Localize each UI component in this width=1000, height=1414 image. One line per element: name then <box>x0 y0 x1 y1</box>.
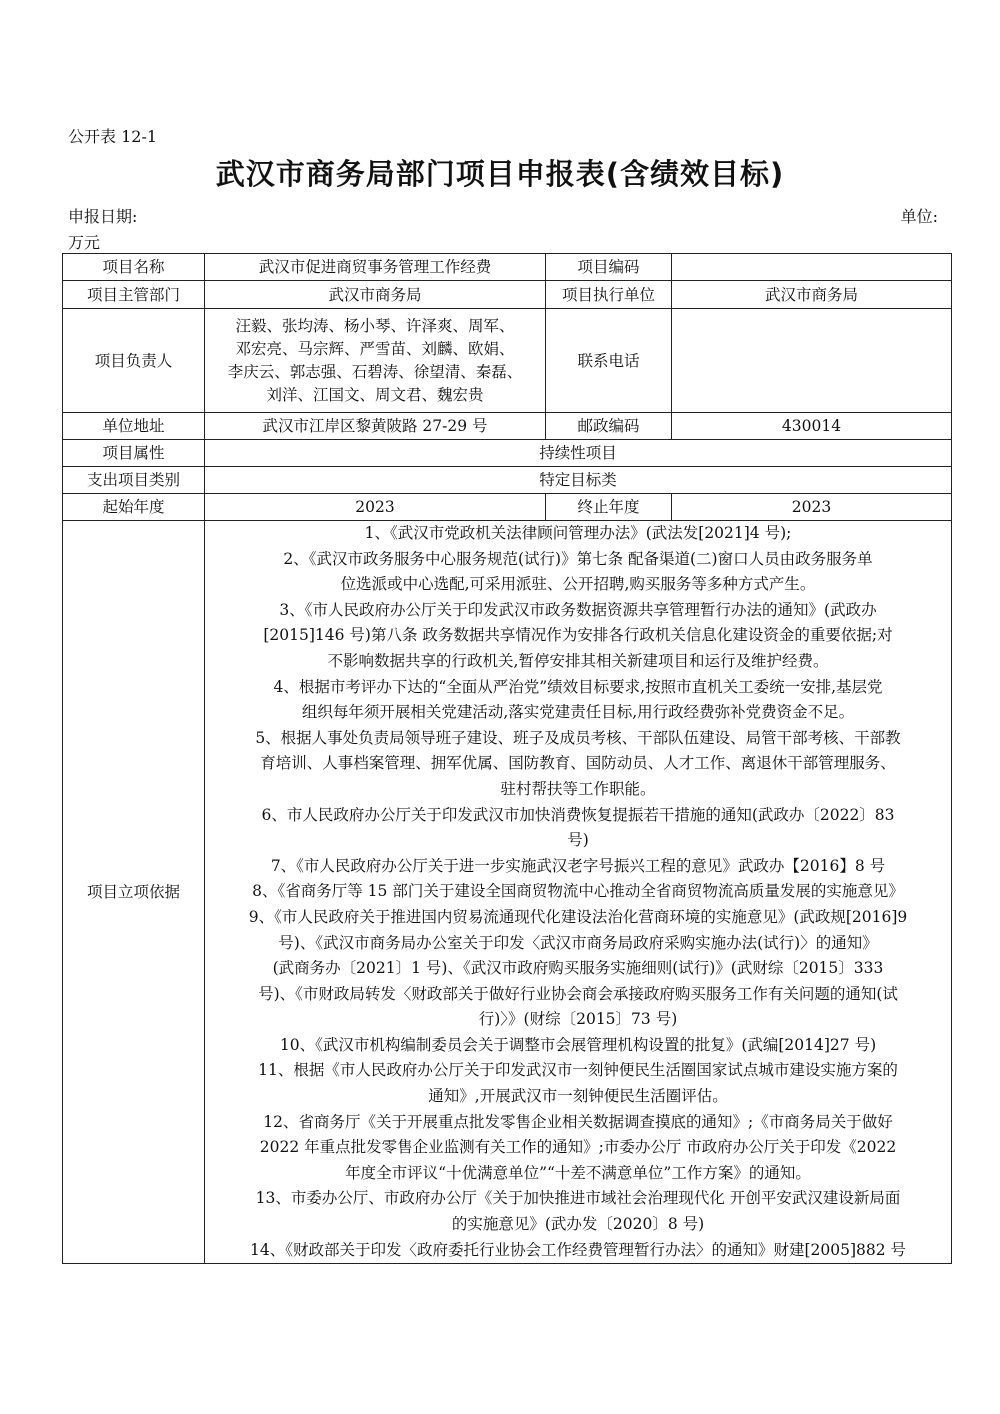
basis-line: 1、《武汉市党政机关法律顾问管理办法》(武法发[2021]4 号); <box>364 524 792 542</box>
table-row <box>63 494 952 521</box>
postcode-value: 430014 <box>672 413 952 440</box>
owner-label: 项目负责人 <box>63 309 205 413</box>
basis-line: 5、根据人事处负责局领导班子建设、班子及成员考核、干部队伍建设、局管干部考核、干部教 <box>255 728 901 747</box>
basis-line: 10、《武汉市机构编制委员会关于调整市会展管理机构设置的批复》(武编[2014]27 号) <box>279 1035 877 1054</box>
category-label: 支出项目类别 <box>63 467 205 494</box>
exec-unit-label: 项目执行单位 <box>546 281 672 309</box>
dept-value: 武汉市商务局 <box>205 281 546 309</box>
basis-line: 3、《市人民政府办公厅关于印发武汉市政务数据资源共享管理暂行办法的通知》(武政办 <box>279 600 877 619</box>
basis-line: 7、《市人民政府办公厅关于进一步实施武汉老字号振兴工程的意见》武政办【2016】8 号 <box>270 856 886 875</box>
unit-label: 单位: <box>900 207 938 226</box>
end-year-value: 2023 <box>672 494 952 521</box>
exec-unit-value: 武汉市商务局 <box>672 281 952 309</box>
basis-line: 驻村帮扶等工作职能。 <box>500 779 656 798</box>
table-row <box>63 254 952 281</box>
project-name-label: 项目名称 <box>63 254 205 281</box>
apply-date-label: 申报日期: <box>68 207 138 226</box>
table-row <box>63 413 952 440</box>
attr-value: 持续性项目 <box>205 440 952 467</box>
project-code-value <box>672 254 952 281</box>
basis-line: 14、《财政部关于印发〈政府委托行业协会工作经费管理暂行办法〉的通知》财建[2005]882 号 <box>249 1240 907 1259</box>
basis-content <box>205 521 952 1264</box>
start-year-label: 起始年度 <box>63 494 205 521</box>
dept-label: 项目主管部门 <box>63 281 205 309</box>
basis-line: 2、《武汉市政务服务中心服务规范(试行)》第七条 配备渠道(二)窗口人员由政务服务单 <box>283 549 873 568</box>
basis-line: 9、《市人民政府关于推进国内贸易流通现代化建设法治化营商环境的实施意见》(武政规[2016]9 <box>248 907 908 926</box>
project-form-table <box>62 253 952 1264</box>
owner-line: 汪毅、张均涛、杨小琴、许泽爽、周军、 <box>235 316 515 335</box>
basis-line: 年度全市评议“十优满意单位”“十差不满意单位”工作方案》的通知。 <box>345 1163 811 1182</box>
table-number: 公开表 12-1 <box>68 127 158 146</box>
table-row <box>63 467 952 494</box>
basis-line: 通知》,开展武汉市一刻钟便民生活圈评估。 <box>428 1087 728 1106</box>
basis-line: 12、省商务厅《关于开展重点批发零售企业相关数据调查摸底的通知》;《市商务局关于做好 <box>263 1112 893 1131</box>
owner-line: 邓宏亮、马宗辉、严雪苗、刘麟、欧娟、 <box>235 339 515 358</box>
basis-line: 号)、《武汉市商务局办公室关于印发〈武汉市商务局政府采购实施办法(试行)〉的通知》 <box>278 933 878 952</box>
address-label: 单位地址 <box>63 413 205 440</box>
basis-line: 8、《省商务厅等 15 部门关于建设全国商贸物流中心推动全省商贸物流高质量发展的实施意见》 <box>252 882 904 901</box>
table-row <box>63 440 952 467</box>
basis-line: (武商务办〔2021〕1 号)、《武汉市政府购买服务实施细则(试行)》(武财综〔2015〕333 <box>272 959 884 978</box>
basis-line: 号) <box>567 831 589 850</box>
project-name-value: 武汉市促进商贸事务管理工作经费 <box>205 254 546 281</box>
basis-line: 4、根据市考评办下达的“全面从严治党”绩效目标要求,按照市直机关工委统一安排,基层党 <box>273 677 883 696</box>
basis-line: 不影响数据共享的行政机关,暂停安排其相关新建项目和运行及维护经费。 <box>327 651 829 670</box>
project-code-label: 项目编码 <box>546 254 672 281</box>
basis-line: 号)、《市财政局转发〈财政部关于做好行业协会商会承接政府购买服务工作有关问题的通知(试 <box>258 984 898 1003</box>
owner-line: 刘洋、江国文、周文君、魏宏贵 <box>266 385 484 404</box>
basis-line: 的实施意见》(武办发〔2020〕8 号) <box>451 1215 705 1234</box>
owner-value <box>205 309 546 413</box>
phone-value <box>672 309 952 413</box>
basis-line: 11、根据《市人民政府办公厅关于印发武汉市一刻钟便民生活圈国家试点城市建设实施方案的 <box>258 1061 898 1080</box>
table-row <box>63 309 952 413</box>
attr-label: 项目属性 <box>63 440 205 467</box>
category-value: 特定目标类 <box>205 467 952 494</box>
phone-label: 联系电话 <box>546 309 672 413</box>
unit-value: 万元 <box>68 233 101 252</box>
basis-line: 位选派或中心选配,可采用派驻、公开招聘,购买服务等多种方式产生。 <box>340 575 816 594</box>
owner-line: 李庆云、郭志强、石碧涛、徐望清、秦磊、 <box>227 362 523 381</box>
basis-line: 组织每年须开展相关党建活动,落实党建责任目标,用行政经费弥补党费资金不足。 <box>301 703 855 722</box>
basis-line: 行)〉》(财综〔2015〕73 号) <box>478 1010 678 1029</box>
basis-line: [2015]146 号)第八条 政务数据共享情况作为安排各行政机关信息化建设资金的重要依据;对 <box>263 626 893 645</box>
basis-line: 育培训、人事档案管理、拥军优属、国防教育、国防动员、人才工作、离退休干部管理服务、 <box>260 754 896 773</box>
basis-line: 13、市委办公厅、市政府办公厅《关于加快推进市域社会治理现代化 开创平安武汉建设新局面 <box>255 1189 901 1208</box>
basis-label: 项目立项依据 <box>63 521 205 1264</box>
basis-line: 2022 年重点批发零售企业监测有关工作的通知》;市委办公厅 市政府办公厅关于印发《2022 <box>259 1138 897 1157</box>
table-row <box>63 281 952 309</box>
address-value: 武汉市江岸区黎黄陂路 27-29 号 <box>205 413 546 440</box>
basis-line: 6、市人民政府办公厅关于印发武汉市加快消费恢复提振若干措施的通知(武政办〔2022〕83 <box>261 805 895 824</box>
end-year-label: 终止年度 <box>546 494 672 521</box>
document-title: 武汉市商务局部门项目申报表(含绩效目标) <box>215 157 785 191</box>
postcode-label: 邮政编码 <box>546 413 672 440</box>
start-year-value: 2023 <box>205 494 546 521</box>
table-row <box>63 521 952 1264</box>
